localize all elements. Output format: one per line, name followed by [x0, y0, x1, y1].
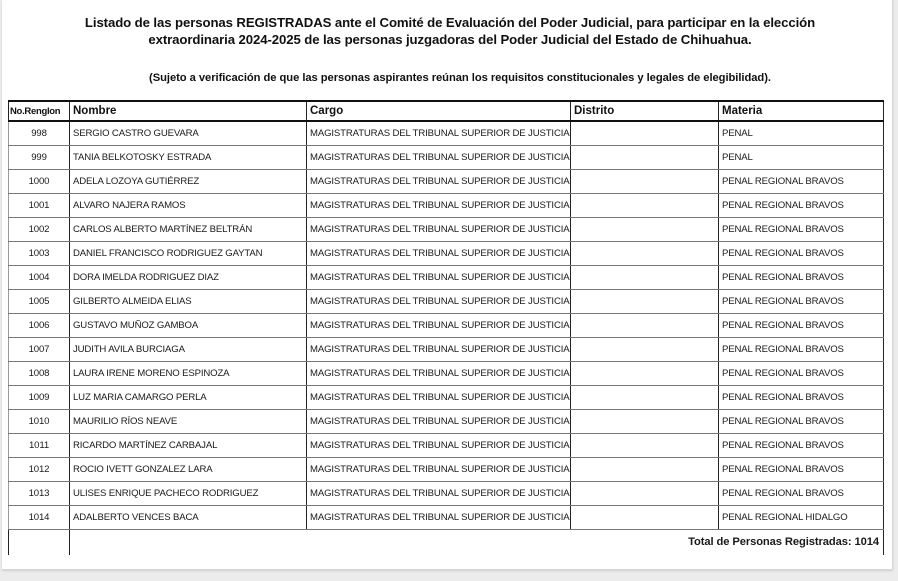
cell-no: 1004	[9, 265, 70, 289]
table-row	[9, 265, 884, 289]
cell-materia: PENAL REGIONAL BRAVOS	[719, 289, 884, 313]
cell-materia: PENAL REGIONAL BRAVOS	[719, 193, 884, 217]
cell-materia: PENAL REGIONAL HIDALGO	[719, 505, 884, 529]
total-registered: Total de Personas Registradas: 1014	[70, 529, 884, 555]
cell-cargo: MAGISTRATURAS DEL TRIBUNAL SUPERIOR DE JUSTICIA	[307, 169, 571, 193]
cell-cargo: MAGISTRATURAS DEL TRIBUNAL SUPERIOR DE JUSTICIA	[307, 409, 571, 433]
table-row	[9, 337, 884, 361]
cell-cargo: MAGISTRATURAS DEL TRIBUNAL SUPERIOR DE JUSTICIA	[307, 481, 571, 505]
cell-no: 1010	[9, 409, 70, 433]
cell-cargo: MAGISTRATURAS DEL TRIBUNAL SUPERIOR DE JUSTICIA	[307, 505, 571, 529]
cell-cargo: MAGISTRATURAS DEL TRIBUNAL SUPERIOR DE JUSTICIA	[307, 241, 571, 265]
cell-nombre: ALVARO NAJERA RAMOS	[70, 193, 307, 217]
cell-distrito	[571, 385, 719, 409]
table-row	[9, 481, 884, 505]
cell-distrito	[571, 217, 719, 241]
cell-nombre: LAURA IRENE MORENO ESPINOZA	[70, 361, 307, 385]
cell-materia: PENAL REGIONAL BRAVOS	[719, 361, 884, 385]
cell-materia: PENAL REGIONAL BRAVOS	[719, 385, 884, 409]
table-row	[9, 361, 884, 385]
cell-no: 1014	[9, 505, 70, 529]
cell-distrito	[571, 265, 719, 289]
cell-distrito	[571, 361, 719, 385]
cell-nombre: GILBERTO ALMEIDA ELIAS	[70, 289, 307, 313]
table-row	[9, 313, 884, 337]
cell-nombre: JUDITH AVILA BURCIAGA	[70, 337, 307, 361]
cell-distrito	[571, 457, 719, 481]
cell-nombre: RICARDO MARTÍNEZ CARBAJAL	[70, 433, 307, 457]
cell-no: 1003	[9, 241, 70, 265]
cell-cargo: MAGISTRATURAS DEL TRIBUNAL SUPERIOR DE JUSTICIA	[307, 433, 571, 457]
cell-nombre: SERGIO CASTRO GUEVARA	[70, 121, 307, 145]
footer-blank-cell	[9, 529, 70, 555]
cell-cargo: MAGISTRATURAS DEL TRIBUNAL SUPERIOR DE JUSTICIA	[307, 121, 571, 145]
cell-cargo: MAGISTRATURAS DEL TRIBUNAL SUPERIOR DE JUSTICIA	[307, 193, 571, 217]
cell-distrito	[571, 409, 719, 433]
cell-cargo: MAGISTRATURAS DEL TRIBUNAL SUPERIOR DE JUSTICIA	[307, 337, 571, 361]
table-row	[9, 385, 884, 409]
cell-nombre: DORA IMELDA RODRIGUEZ DIAZ	[70, 265, 307, 289]
cell-nombre: DANIEL FRANCISCO RODRIGUEZ GAYTAN	[70, 241, 307, 265]
cell-nombre: ADELA LOZOYA GUTIÉRREZ	[70, 169, 307, 193]
cell-materia: PENAL REGIONAL BRAVOS	[719, 481, 884, 505]
cell-no: 1007	[9, 337, 70, 361]
cell-distrito	[571, 193, 719, 217]
cell-materia: PENAL REGIONAL BRAVOS	[719, 265, 884, 289]
cell-nombre: TANIA BELKOTOSKY ESTRADA	[70, 145, 307, 169]
cell-materia: PENAL REGIONAL BRAVOS	[719, 409, 884, 433]
cell-distrito	[571, 337, 719, 361]
header-nombre: Nombre	[70, 101, 307, 121]
cell-materia: PENAL	[719, 121, 884, 145]
table-row	[9, 169, 884, 193]
header-cargo: Cargo	[307, 101, 571, 121]
title-line-2: extraordinaria 2024-2025 de las personas juzgadoras del Poder Judicial del Estado de Chihuahua.	[148, 32, 752, 47]
cell-distrito	[571, 241, 719, 265]
cell-materia: PENAL	[719, 145, 884, 169]
cell-distrito	[571, 505, 719, 529]
cell-cargo: MAGISTRATURAS DEL TRIBUNAL SUPERIOR DE JUSTICIA	[307, 145, 571, 169]
cell-cargo: MAGISTRATURAS DEL TRIBUNAL SUPERIOR DE JUSTICIA	[307, 313, 571, 337]
cell-distrito	[571, 313, 719, 337]
table-row	[9, 121, 884, 145]
cell-cargo: MAGISTRATURAS DEL TRIBUNAL SUPERIOR DE JUSTICIA	[307, 289, 571, 313]
header-no-renglon: No.Renglon	[9, 101, 70, 121]
registrants-table	[8, 100, 884, 555]
cell-no: 999	[9, 145, 70, 169]
document-title	[12, 14, 888, 48]
cell-nombre: ULISES ENRIQUE PACHECO RODRIGUEZ	[70, 481, 307, 505]
cell-nombre: LUZ MARIA CAMARGO PERLA	[70, 385, 307, 409]
cell-no: 1008	[9, 361, 70, 385]
table-row	[9, 193, 884, 217]
cell-no: 1012	[9, 457, 70, 481]
title-line-1: Listado de las personas REGISTRADAS ante el Comité de Evaluación del Poder Judicial, para participar en la elección	[84, 15, 816, 30]
table-row	[9, 145, 884, 169]
cell-materia: PENAL REGIONAL BRAVOS	[719, 313, 884, 337]
table-row	[9, 457, 884, 481]
table-row	[9, 409, 884, 433]
cell-nombre: ROCIO IVETT GONZALEZ LARA	[70, 457, 307, 481]
table-row	[9, 433, 884, 457]
table-row	[9, 241, 884, 265]
cell-materia: PENAL REGIONAL BRAVOS	[719, 433, 884, 457]
cell-distrito	[571, 121, 719, 145]
table-row	[9, 289, 884, 313]
cell-no: 1005	[9, 289, 70, 313]
cell-cargo: MAGISTRATURAS DEL TRIBUNAL SUPERIOR DE JUSTICIA	[307, 361, 571, 385]
cell-cargo: MAGISTRATURAS DEL TRIBUNAL SUPERIOR DE JUSTICIA	[307, 457, 571, 481]
cell-no: 1001	[9, 193, 70, 217]
cell-no: 1011	[9, 433, 70, 457]
cell-no: 998	[9, 121, 70, 145]
document-subtitle: (Sujeto a verificación de que las personas aspirantes reúnan los requisitos constitucionales y legales de elegibilidad).	[149, 72, 771, 84]
table-row	[9, 217, 884, 241]
cell-no: 1013	[9, 481, 70, 505]
table-header-row	[9, 101, 884, 121]
cell-materia: PENAL REGIONAL BRAVOS	[719, 169, 884, 193]
cell-materia: PENAL REGIONAL BRAVOS	[719, 457, 884, 481]
cell-distrito	[571, 433, 719, 457]
cell-cargo: MAGISTRATURAS DEL TRIBUNAL SUPERIOR DE JUSTICIA	[307, 217, 571, 241]
cell-distrito	[571, 481, 719, 505]
header-materia: Materia	[719, 101, 884, 121]
cell-no: 1002	[9, 217, 70, 241]
cell-distrito	[571, 289, 719, 313]
table-footer-row	[9, 529, 884, 555]
cell-materia: PENAL REGIONAL BRAVOS	[719, 241, 884, 265]
cell-nombre: ADALBERTO VENCES BACA	[70, 505, 307, 529]
cell-nombre: CARLOS ALBERTO MARTÍNEZ BELTRÁN	[70, 217, 307, 241]
cell-no: 1006	[9, 313, 70, 337]
document-page	[2, 0, 893, 570]
cell-cargo: MAGISTRATURAS DEL TRIBUNAL SUPERIOR DE JUSTICIA	[307, 265, 571, 289]
cell-materia: PENAL REGIONAL BRAVOS	[719, 217, 884, 241]
cell-distrito	[571, 145, 719, 169]
cell-cargo: MAGISTRATURAS DEL TRIBUNAL SUPERIOR DE JUSTICIA	[307, 385, 571, 409]
table-body	[9, 121, 884, 529]
cell-no: 1009	[9, 385, 70, 409]
cell-nombre: GUSTAVO MUÑOZ GAMBOA	[70, 313, 307, 337]
cell-no: 1000	[9, 169, 70, 193]
cell-nombre: MAURILIO RÍOS NEAVE	[70, 409, 307, 433]
table-row	[9, 505, 884, 529]
cell-materia: PENAL REGIONAL BRAVOS	[719, 337, 884, 361]
cell-distrito	[571, 169, 719, 193]
header-distrito: Distrito	[571, 101, 719, 121]
